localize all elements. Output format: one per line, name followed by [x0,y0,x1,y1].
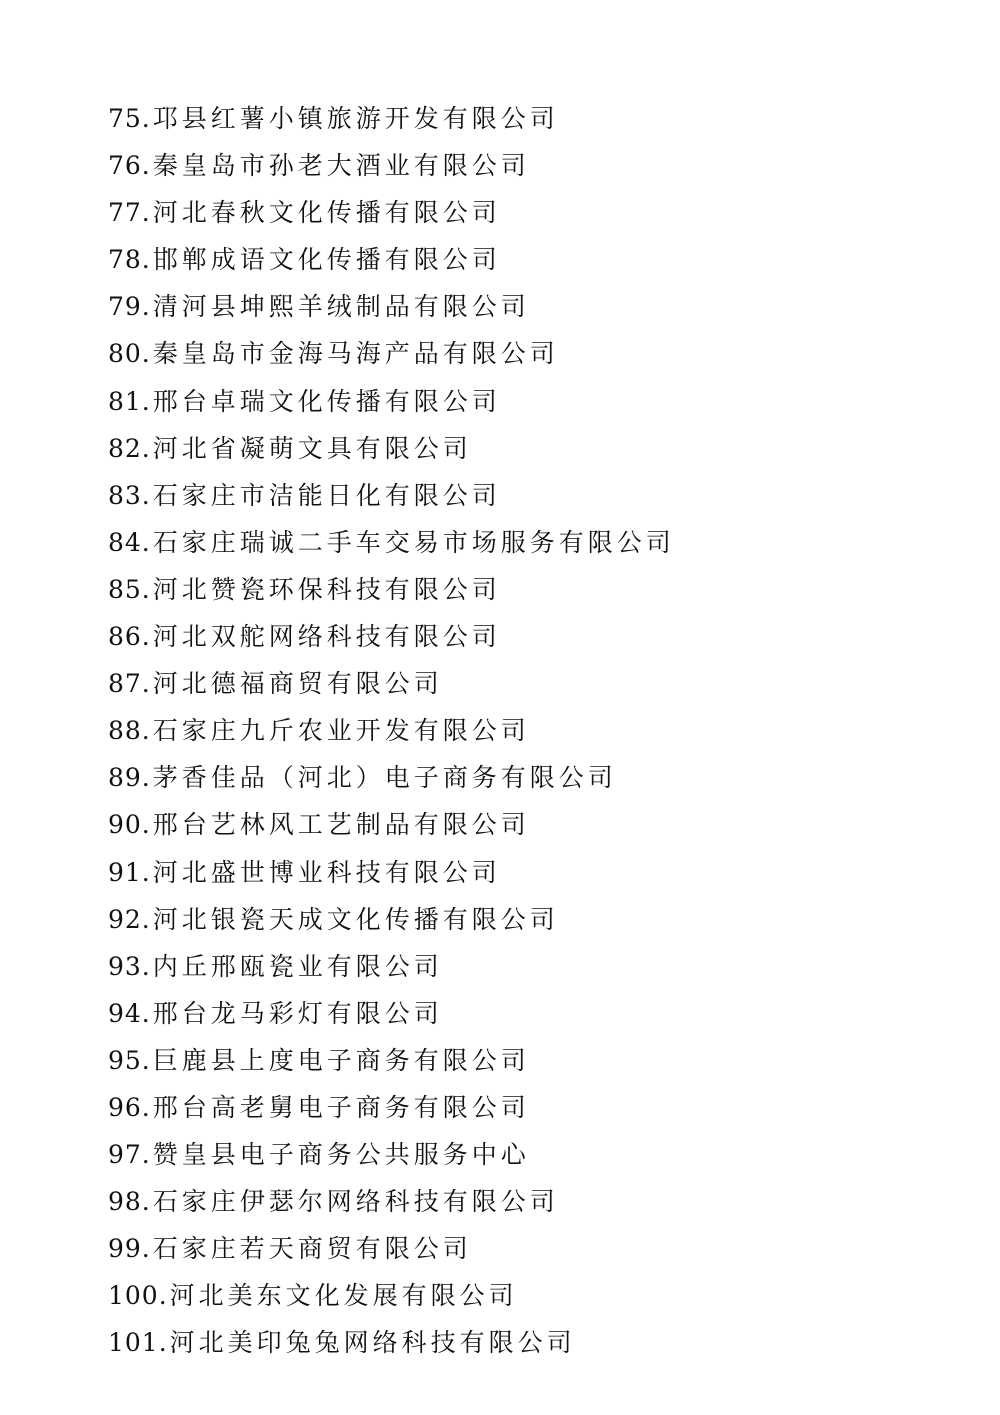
item-number: 77. [108,198,151,228]
company-name: 茅香佳品（河北）电子商务有限公司 [152,763,617,793]
list-item [108,1272,675,1319]
item-number: 76. [108,151,151,181]
list-item [108,566,675,613]
item-number: 79. [108,292,151,322]
list-item [108,1084,675,1131]
company-name: 清河县坤熙羊绒制品有限公司 [152,292,530,322]
company-name: 赞皇县电子商务公共服务中心 [152,1140,530,1170]
item-number: 89. [108,763,151,793]
list-item [108,613,675,660]
company-name: 石家庄伊瑟尔网络科技有限公司 [152,1187,559,1217]
company-name: 河北盛世博业科技有限公司 [152,857,501,887]
list-item [108,1131,675,1178]
company-name: 秦皇岛市孙老大酒业有限公司 [152,151,530,181]
list-item [108,519,675,566]
company-name: 邛县红薯小镇旅游开发有限公司 [152,104,559,133]
company-name: 邢台艺林风工艺制品有限公司 [152,810,530,840]
item-number: 99. [108,1234,151,1264]
item-number: 93. [108,951,151,981]
company-name: 河北赞瓷环保科技有限公司 [152,574,501,604]
company-name: 河北美东文化发展有限公司 [169,1281,518,1311]
list-item [108,990,675,1037]
list-item [108,707,675,754]
item-number: 97. [108,1140,151,1170]
company-name: 河北春秋文化传播有限公司 [152,198,501,228]
list-item [108,472,675,519]
company-name: 河北省凝萌文具有限公司 [152,433,472,463]
list-item [108,1037,675,1084]
list-item [108,142,675,189]
list-item [108,1319,675,1366]
item-number: 81. [108,386,151,416]
company-name: 内丘邢瓯瓷业有限公司 [152,951,443,981]
item-number: 98. [108,1187,151,1217]
list-item [108,754,675,801]
item-number: 75. [108,104,151,133]
list-item [108,378,675,425]
company-name: 河北德福商贸有限公司 [152,669,443,699]
item-number: 101. [108,1328,168,1358]
company-name: 河北双舵网络科技有限公司 [152,622,501,652]
list-item [108,425,675,472]
item-number: 100. [108,1281,168,1311]
company-name: 石家庄瑞诚二手车交易市场服务有限公司 [152,527,675,557]
item-number: 83. [108,480,151,510]
list-item [108,896,675,943]
item-number: 87. [108,669,151,699]
item-number: 88. [108,716,151,746]
list-item [108,801,675,848]
list-item [108,943,675,990]
company-name: 巨鹿县上度电子商务有限公司 [152,1045,530,1075]
list-item [108,1178,675,1225]
company-list [108,95,675,1367]
company-name: 石家庄市洁能日化有限公司 [152,480,501,510]
company-name: 邢台高老舅电子商务有限公司 [152,1092,530,1122]
item-number: 96. [108,1092,151,1122]
list-item [108,95,675,142]
list-item [108,330,675,377]
list-item [108,1225,675,1272]
company-name: 邢台龙马彩灯有限公司 [152,998,443,1028]
item-number: 91. [108,857,151,887]
company-name: 石家庄若天商贸有限公司 [152,1234,472,1264]
list-item [108,283,675,330]
item-number: 85. [108,574,151,604]
list-item [108,660,675,707]
item-number: 92. [108,904,151,934]
item-number: 84. [108,527,151,557]
company-name: 石家庄九斤农业开发有限公司 [152,716,530,746]
item-number: 95. [108,1045,151,1075]
company-name: 邢台卓瑞文化传播有限公司 [152,386,501,416]
company-name: 河北银瓷天成文化传播有限公司 [152,904,559,934]
item-number: 94. [108,998,151,1028]
item-number: 90. [108,810,151,840]
company-name: 邯郸成语文化传播有限公司 [152,245,501,275]
item-number: 82. [108,433,151,463]
company-name: 河北美印兔兔网络科技有限公司 [169,1328,576,1358]
company-name: 秦皇岛市金海马海产品有限公司 [152,339,559,369]
item-number: 80. [108,339,151,369]
list-item [108,189,675,236]
list-item [108,236,675,283]
item-number: 86. [108,622,151,652]
item-number: 78. [108,245,151,275]
list-item [108,849,675,896]
